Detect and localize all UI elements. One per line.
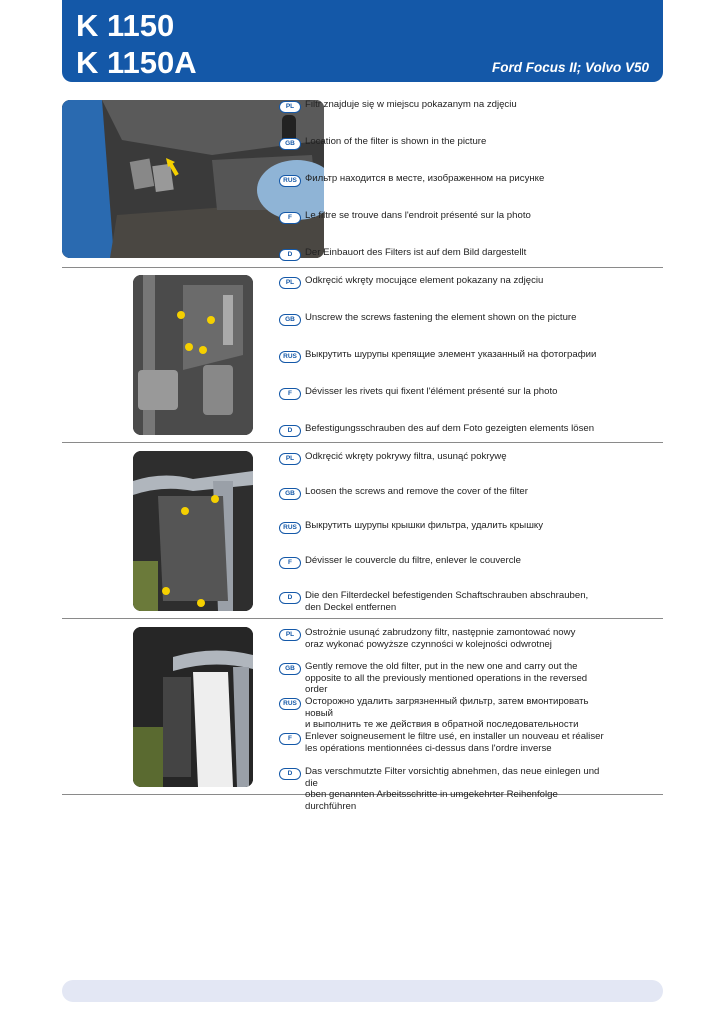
instruction-text: Odkręcić wkręty pokrywy filtra, usunąć pokrywę	[305, 451, 507, 462]
lang-badge: D	[279, 249, 301, 261]
instruction-text: Le filtre se trouve dans l'endroit présenté sur la photo	[305, 210, 531, 221]
instruction-text: Dévisser les rivets qui fixent l'élément présenté sur la photo	[305, 386, 558, 397]
lang-badge: RUS	[279, 175, 301, 187]
lang-badge: RUS	[279, 522, 301, 534]
step-4-line-rus	[279, 696, 605, 731]
instruction-text: Фильтр находится в месте, изображенном на рисунке	[305, 173, 545, 184]
lang-badge: GB	[279, 314, 301, 326]
instruction-text: Befestigungsschrauben des auf dem Foto gezeigten elements lösen	[305, 423, 595, 434]
instruction-text: Осторожно удалить загрязненный фильтр, затем вмонтировать новый и выполнить те же действия в обратной последовательности	[305, 696, 589, 730]
lang-badge: D	[279, 425, 301, 437]
instruction-text: Location of the filter is shown in the picture	[305, 136, 487, 147]
step-3-line-d	[279, 590, 605, 613]
step-1-line-pl	[279, 99, 605, 113]
step-1-line-d	[279, 247, 605, 261]
lang-badge: RUS	[279, 698, 301, 710]
step-4-line-d	[279, 766, 605, 812]
step-3-line-pl	[279, 451, 605, 465]
instruction-text: Odkręcić wkręty mocujące element pokazany na zdjęciu	[305, 275, 544, 286]
lang-badge: D	[279, 768, 301, 780]
step-2-line-gb	[279, 312, 605, 326]
step-3-line-gb	[279, 486, 605, 500]
step-2-line-pl	[279, 275, 605, 289]
product-code-k1150: K 1150	[76, 8, 175, 43]
step-3-photo	[133, 451, 253, 611]
lang-badge: PL	[279, 277, 301, 289]
step-2-photo	[133, 275, 253, 435]
step-1-line-f	[279, 210, 605, 224]
step-4-line-pl	[279, 627, 605, 650]
step-4-line-gb	[279, 661, 605, 696]
footer-bar	[62, 980, 663, 1002]
instruction-text: Dévisser le couvercle du filtre, enlever le couvercle	[305, 555, 521, 566]
lang-badge: F	[279, 388, 301, 400]
step-2-line-f	[279, 386, 605, 400]
lang-badge: D	[279, 592, 301, 604]
lang-badge: F	[279, 212, 301, 224]
lang-badge: PL	[279, 629, 301, 641]
vehicle-application: Ford Focus II; Volvo V50	[491, 60, 649, 75]
step-1-line-rus	[279, 173, 605, 187]
instruction-text: Der Einbauort des Filters ist auf dem Bild dargestellt	[305, 247, 527, 258]
lang-badge: PL	[279, 453, 301, 465]
instruction-text: Das verschmutzte Filter vorsichtig abnehmen, das neue einlegen und die oben genannten Arbeitsschritte in umgekehrter Reihenfolge durchführen	[305, 766, 600, 812]
instruction-text: Die den Filterdeckel befestigenden Schaftschrauben abschrauben, den Deckel entfernen	[305, 590, 589, 613]
step-4-line-f	[279, 731, 605, 754]
lang-badge: PL	[279, 101, 301, 113]
step-2-line-rus	[279, 349, 605, 363]
step-1-line-gb	[279, 136, 605, 150]
instruction-text: Enlever soigneusement le filtre usé, en installer un nouveau et réaliser les opérations mentionnées ci-dessus dans l'ordre inverse	[305, 731, 604, 754]
header-banner	[62, 0, 663, 82]
instruction-text: Loosen the screws and remove the cover of the filter	[305, 486, 528, 497]
lang-badge: RUS	[279, 351, 301, 363]
instruction-text: Выкрутить шурупы крепящие элемент указанный на фотографии	[305, 349, 597, 360]
instruction-text: Выкрутить шурупы крышки фильтра, удалить крышку	[305, 520, 543, 531]
product-code-k1150a: K 1150A	[76, 45, 197, 80]
lang-badge: F	[279, 557, 301, 569]
instruction-text: Ostrożnie usunąć zabrudzony filtr, następnie zamontować nowy oraz wykonać powyższe czynności w kolejności odwrotnej	[305, 627, 576, 650]
step-3-line-rus	[279, 520, 605, 534]
lang-badge: GB	[279, 488, 301, 500]
step-3-line-f	[279, 555, 605, 569]
lang-badge: F	[279, 733, 301, 745]
instruction-text: Unscrew the screws fastening the element shown on the picture	[305, 312, 577, 323]
lang-badge: GB	[279, 138, 301, 150]
lang-badge: GB	[279, 663, 301, 675]
step-4-photo	[133, 627, 253, 787]
instruction-text: Gently remove the old filter, put in the new one and carry out the opposite to all the previously mentioned operations in the reversed order	[305, 661, 588, 695]
step-2-line-d	[279, 423, 605, 437]
instruction-text: Filtr znajduje się w miejscu pokazanym na zdjęciu	[305, 99, 517, 110]
